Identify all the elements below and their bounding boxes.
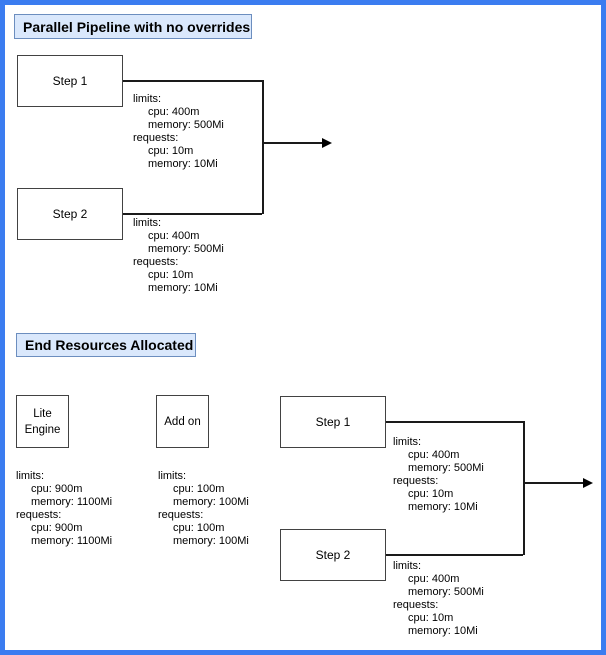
resource-line: cpu: 900m [31,483,83,495]
resource-block-step2-bottom [393,560,484,638]
resource-line: requests: [133,132,179,144]
resource-line: memory: 1100Mi [31,535,113,547]
arrow-shaft-bottom [523,482,584,484]
resource-line: memory: 10Mi [148,158,218,170]
resource-line: cpu: 10m [408,612,454,624]
resource-line: memory: 500Mi [148,119,224,131]
resource-line: cpu: 400m [148,230,200,242]
resource-line: memory: 10Mi [408,625,478,637]
resource-line: memory: 500Mi [408,462,484,474]
resource-block-lite-engine [16,470,112,548]
resource-line: limits: [158,470,187,482]
resource-line: requests: [393,599,439,611]
connector-join-bottom [523,421,525,555]
node-label: Add on [164,415,201,428]
node-label: Lite Engine [24,407,61,436]
resource-line: cpu: 10m [408,488,454,500]
node-label: Step 2 [315,548,351,562]
node-step1-bottom [280,396,386,448]
resource-line: memory: 500Mi [148,243,224,255]
connector-step1-top [123,80,262,82]
resource-block-step2-top [133,217,224,295]
resource-line: limits: [133,93,162,105]
section-title-parallel-pipeline: Parallel Pipeline with no overrides [14,14,252,39]
section-title-end-resources: End Resources Allocated [16,333,196,357]
resource-line: memory: 10Mi [408,501,478,513]
node-label: Step 1 [52,74,88,88]
node-step2-top [17,188,123,240]
node-add-on [156,395,209,448]
arrowhead-icon [583,478,593,488]
node-label: Step 2 [52,207,88,221]
arrowhead-icon [322,138,332,148]
resource-line: cpu: 400m [148,106,200,118]
node-step1-top [17,55,123,107]
resource-line: requests: [133,256,179,268]
resource-line: limits: [133,217,162,229]
resource-line: memory: 500Mi [408,586,484,598]
connector-step2-top [123,213,262,215]
resource-block-step1-top [133,93,224,171]
resource-line: cpu: 400m [408,449,460,461]
resource-line: cpu: 100m [173,483,225,495]
resource-line: limits: [393,436,422,448]
resource-line: cpu: 10m [148,269,194,281]
resource-line: cpu: 400m [408,573,460,585]
resource-line: memory: 1100Mi [31,496,113,508]
resource-block-step1-bottom [393,436,484,514]
resource-block-add-on [158,470,249,548]
node-label: Step 1 [315,415,351,429]
resource-line: cpu: 100m [173,522,225,534]
node-step2-bottom [280,529,386,581]
connector-step1-bottom [386,421,523,423]
resource-line: limits: [16,470,45,482]
resource-line: cpu: 10m [148,145,194,157]
resource-line: memory: 10Mi [148,282,218,294]
connector-join-top [262,80,264,214]
resource-line: cpu: 900m [31,522,83,534]
resource-line: memory: 100Mi [173,496,249,508]
node-lite-engine [16,395,69,448]
resource-line: requests: [16,509,62,521]
resource-line: requests: [158,509,204,521]
resource-line: limits: [393,560,422,572]
resource-line: requests: [393,475,439,487]
arrow-shaft-top [262,142,323,144]
connector-step2-bottom [386,554,523,556]
resource-line: memory: 100Mi [173,535,249,547]
